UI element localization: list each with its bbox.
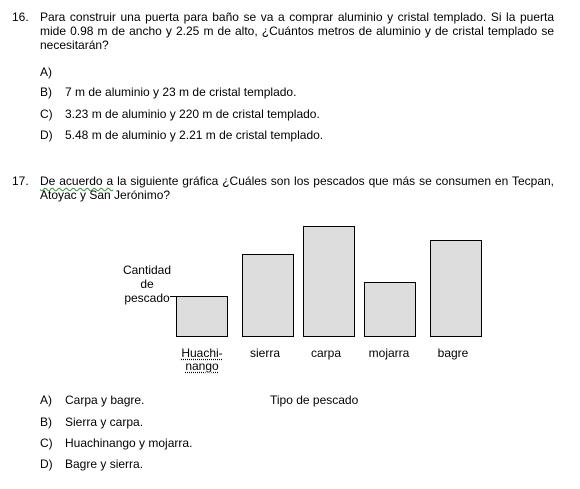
category-label [413,347,493,360]
option-letter: D) [40,128,53,142]
question-text: Para construir una puerta para baño se va a comprar aluminio y cristal templado. Si la puerta mide 0.98 m de ancho y 2.25 m de alto, ¿Cuántos metros de aluminio y de cristal templado se necesitarán? [40,10,554,52]
question-text-lead: De acuerdo a [40,174,114,188]
category-label-line: carpa [310,346,342,360]
option-letter: C) [40,436,53,450]
option-letter: C) [40,107,53,121]
y-axis-label [112,263,182,305]
option-letter: B) [40,415,52,429]
x-axis-label: Tipo de pescado [270,393,359,407]
option-text: 7 m de aluminio y 23 m de cristal templado. [65,85,297,99]
bar-0 [176,296,228,337]
category-label-line: Huachi- [181,346,223,360]
category-label-line: bagre [437,346,469,360]
question-text [40,174,554,202]
y-axis-label-line: de [140,277,154,291]
bar-2 [303,226,355,337]
category-label-line: sierra [249,346,280,360]
bar-3 [364,282,416,337]
option-text: 3.23 m de aluminio y 220 m de cristal templado. [65,107,320,121]
option-letter: B) [40,85,52,99]
option-letter: A) [40,393,52,407]
question-number: 16. [12,10,29,24]
option-text: Huachinango y mojarra. [65,436,193,450]
option-text: Bagre y sierra. [65,457,144,471]
category-label-line: mojarra [368,346,410,360]
option-letter: D) [40,457,53,471]
category-label-line: nango [185,359,219,373]
question-number: 17. [12,174,29,188]
option-text: 5.48 m de aluminio y 2.21 m de cristal templado. [65,128,324,142]
bar-1 [242,254,294,337]
option-letter: A) [40,65,52,79]
y-axis-label-line: Cantidad [122,263,172,277]
question-text-rest: la siguiente gráfica ¿Cuáles son los pescados que más se consumen en Tecpan, Atoyac y San Jerónimo? [40,174,555,202]
option-text: Carpa y bagre. [65,393,145,407]
bar-4 [430,240,482,337]
option-text: Sierra y carpa. [65,415,144,429]
y-label-tick [170,296,176,297]
y-axis-label-line: pescado [124,291,170,305]
